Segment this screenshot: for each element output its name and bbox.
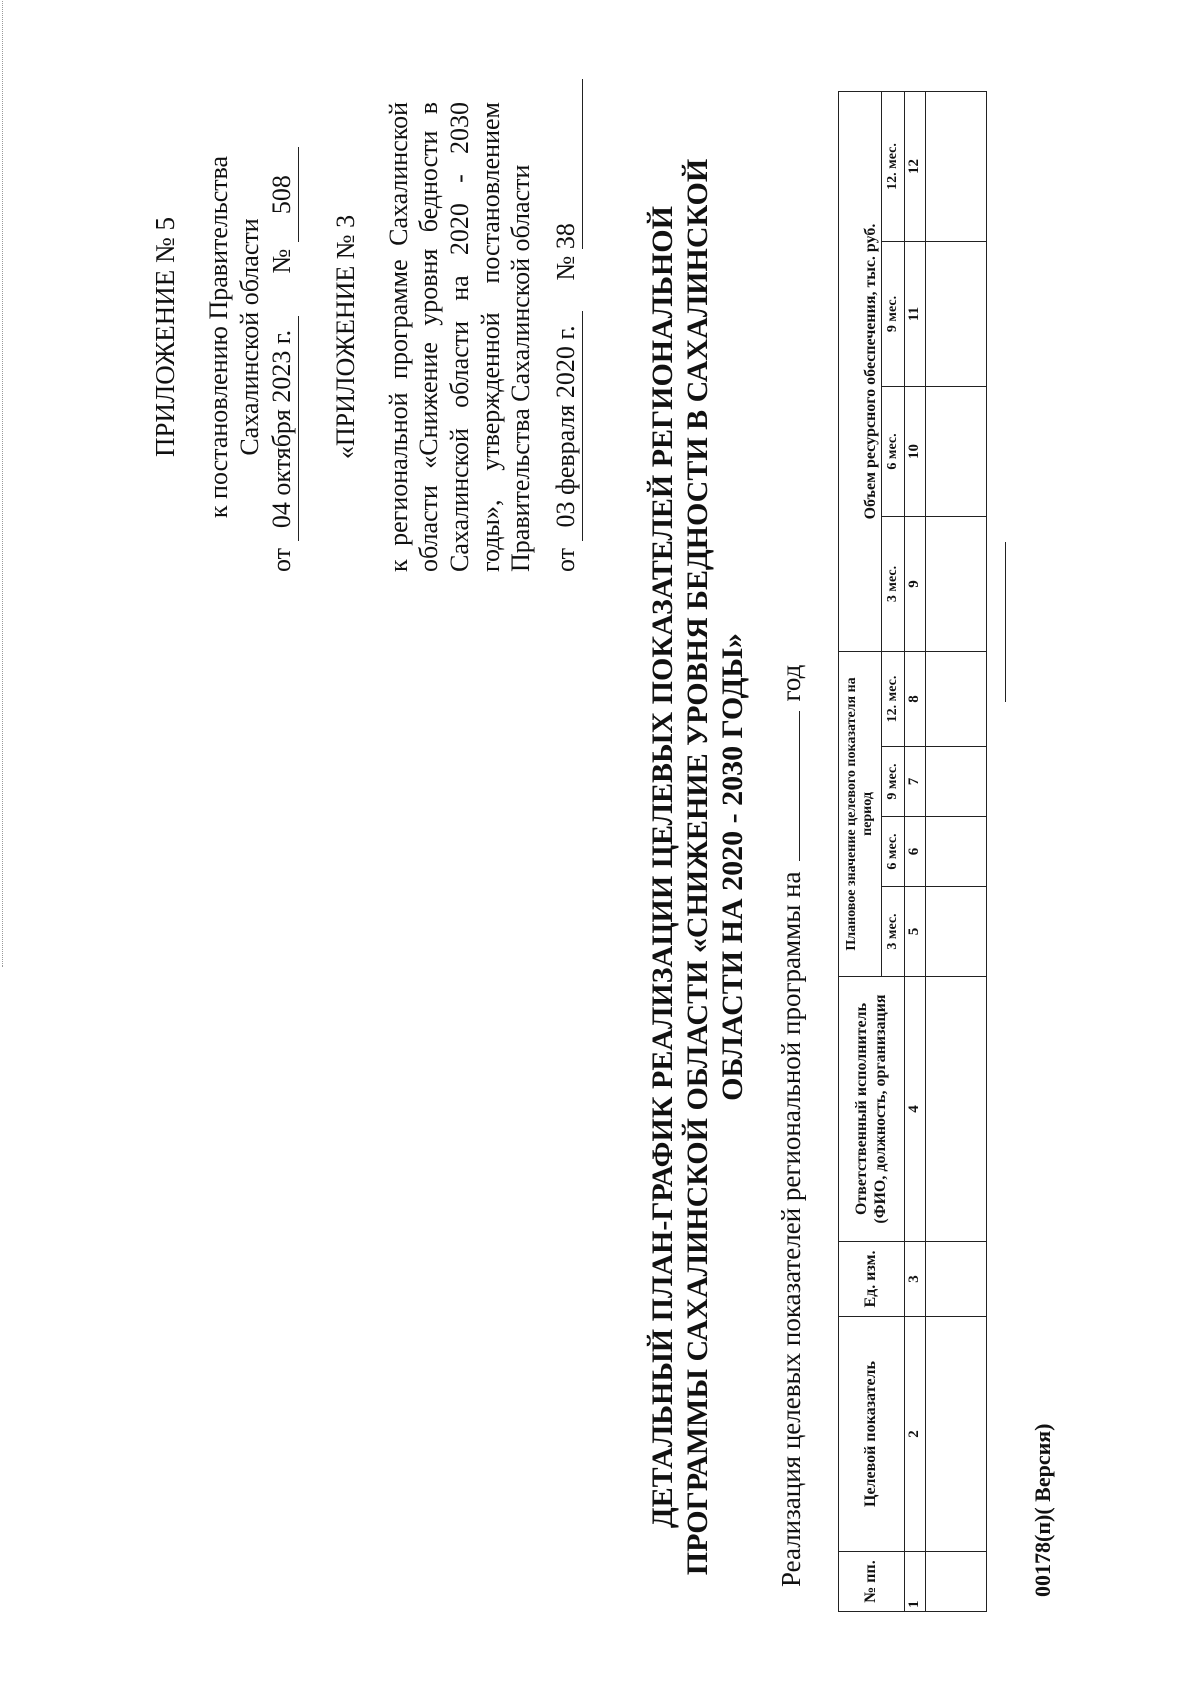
resolution-date: 04 октября 2023 г. [267,316,299,541]
original-appendix-heading: «ПРИЛОЖЕНИЕ № 3 [330,214,360,460]
resolution-date-line [267,102,299,572]
empty-cell [926,817,987,887]
program-number: 38 [551,79,583,249]
number-label-2: № [550,255,580,281]
resource-period-12: 12. мес. [882,91,905,241]
number-label: № [267,248,297,274]
header-planned-group: Плановое значение целевого показателя на период [839,651,882,976]
col-num-9: 9 [905,516,926,651]
period-line [775,665,807,1587]
to-resolution-line2: Сахалинской области [234,218,264,456]
col-num-6: 6 [905,817,926,887]
period-suffix: год [776,664,806,702]
program-date-line [551,102,583,572]
planned-period-12: 12. мес. [882,651,905,746]
empty-cell [926,1552,987,1612]
header-unit: Ед. изм. [839,1242,905,1317]
empty-cell [926,651,987,746]
program-reference-text: к региональной программе Сахалинской области «Снижение уровня бедности в Сахалинской области на 2020 - 2030 годы», утвержденной постановлением Правительства Сахалинской области [383,102,536,572]
empty-cell [926,1317,987,1552]
header-num: № пп. [839,1552,905,1612]
to-resolution-line1: к постановлению Правительства [203,155,233,519]
program-date: 03 февраля 2020 г. [551,311,583,541]
header-indicator: Целевой показатель [839,1317,905,1552]
table-header-row [839,91,882,1611]
year-blank [775,711,800,861]
closing-rule [1005,542,1006,702]
planned-period-9: 9 мес. [882,747,905,817]
document-title: ДЕТАЛЬНЫЙ ПЛАН-ГРАФИК РЕАЛИЗАЦИИ ЦЕЛЕВЫХ ПОКАЗАТЕЛЕЙ РЕГИОНАЛЬНОЙ ПРОГРАММЫ САХАЛИНСКОЙ ОБЛАСТИ «СНИЖЕНИЕ УРОВНЯ БЕДНОСТИ В САХАЛИНСКОЙ ОБЛАСТИ НА 2020 - 2030 ГОДЫ» [646,158,750,1576]
empty-cell [926,747,987,817]
col-num-3: 3 [905,1242,926,1317]
col-num-7: 7 [905,747,926,817]
col-num-5: 5 [905,887,926,977]
appendix-heading: ПРИЛОЖЕНИЕ № 5 [150,216,180,458]
period-prefix: Реализация целевых показателей региональной программы на [776,871,806,1587]
resource-period-9: 9 мес. [882,241,905,386]
empty-cell [926,241,987,386]
table-row [926,91,987,1611]
col-num-4: 4 [905,977,926,1242]
empty-cell [926,977,987,1242]
empty-cell [926,91,987,241]
empty-cell [926,386,987,516]
empty-cell [926,1242,987,1317]
empty-cell [926,516,987,651]
col-num-1: 1 [905,1552,926,1612]
col-num-12: 12 [905,91,926,241]
resource-period-6: 6 мес. [882,386,905,516]
scan-margin-dots [2,0,3,967]
header-executor: Ответственный исполнитель (ФИО, должность, организация [839,977,905,1242]
col-num-11: 11 [905,241,926,386]
from-label-2: от [550,547,580,572]
empty-cell [926,887,987,977]
form-code: 00178(п)( Версия) [1030,1423,1055,1597]
planned-period-3: 3 мес. [882,887,905,977]
col-num-2: 2 [905,1317,926,1552]
header-resource-group: Объем ресурсного обеспечения, тыс. руб. [839,91,882,651]
col-num-8: 8 [905,651,926,746]
col-num-10: 10 [905,386,926,516]
approval-block [150,102,583,572]
from-label: от [267,547,297,572]
plan-table [838,91,987,1612]
planned-period-6: 6 мес. [882,817,905,887]
resolution-number: 508 [267,147,299,242]
column-number-row [905,91,926,1611]
resource-period-3: 3 мес. [882,516,905,651]
